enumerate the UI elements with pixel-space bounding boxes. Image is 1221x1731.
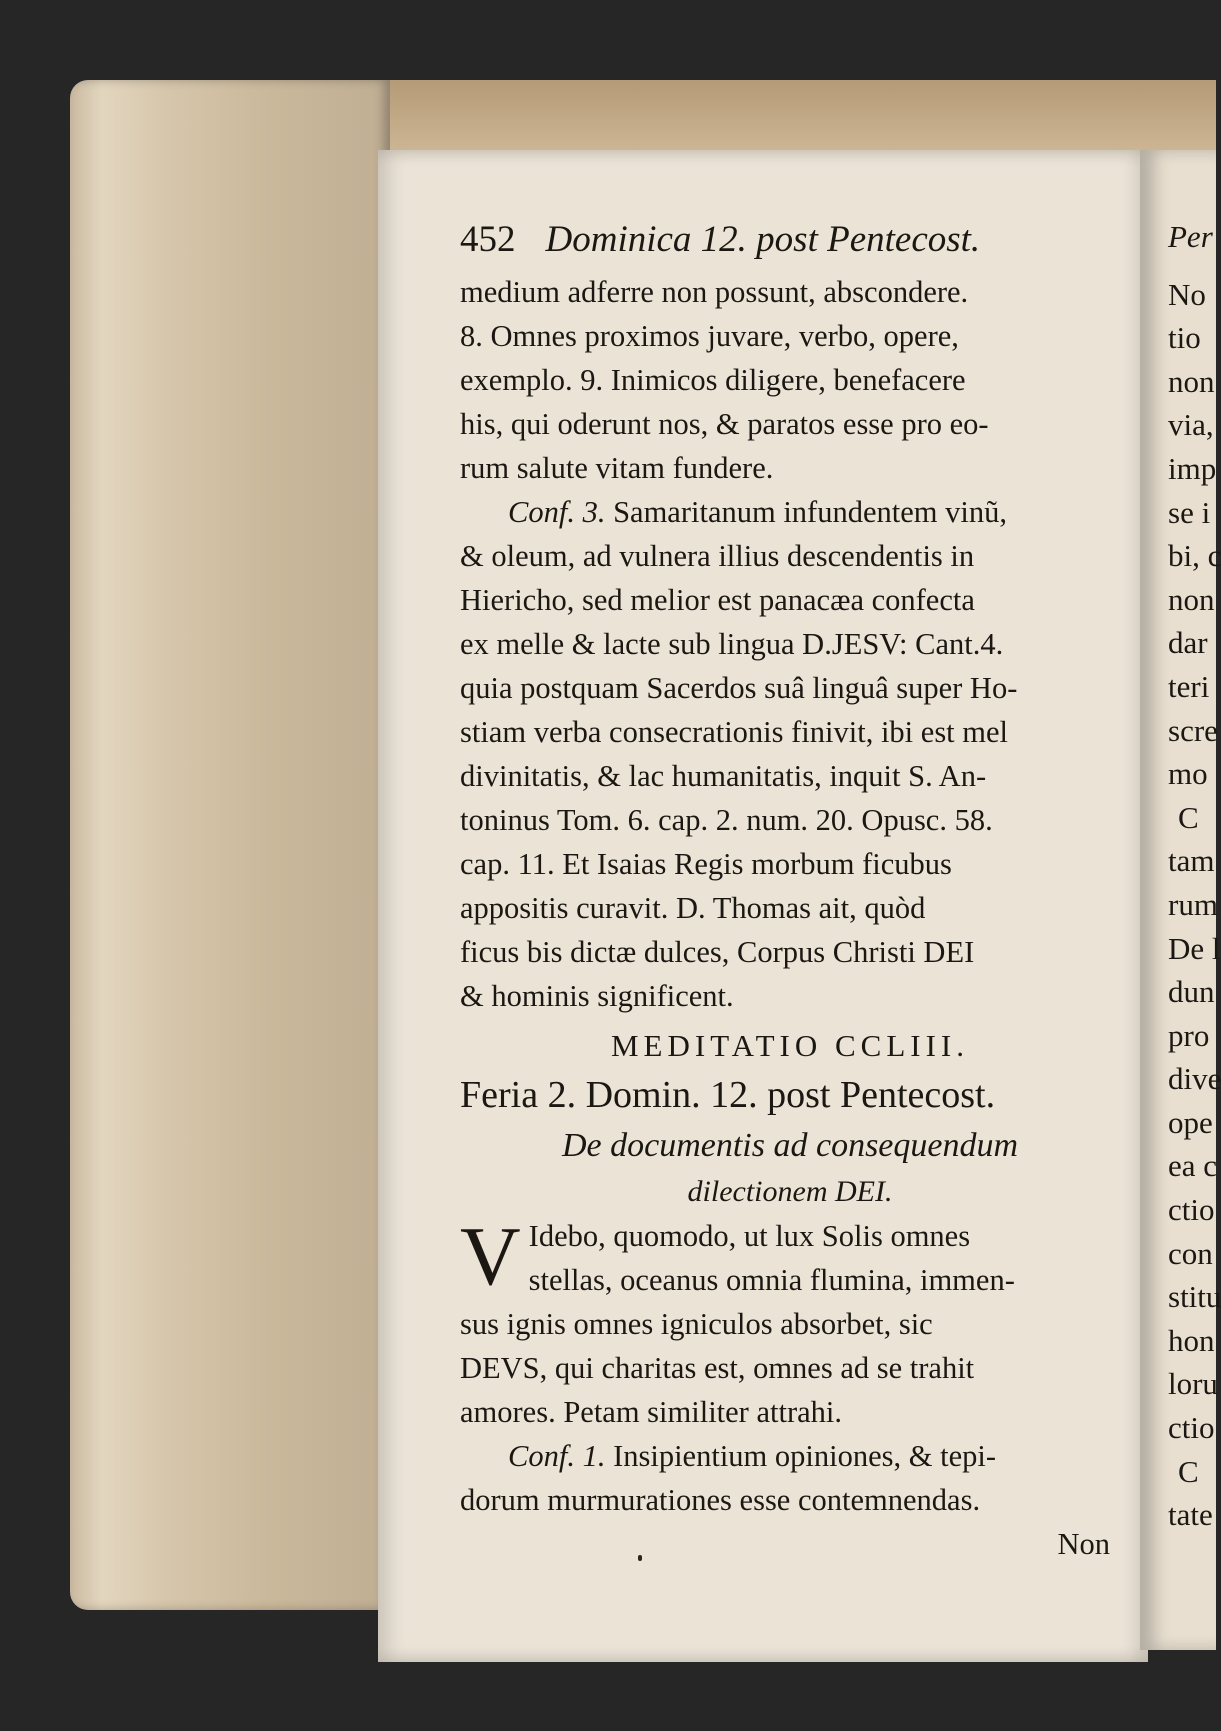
- text-fragment: ctio: [1168, 1410, 1215, 1446]
- text-fragment: ea c: [1168, 1148, 1218, 1184]
- left-page-text: [460, 210, 1120, 1566]
- text-fragment: imp: [1168, 450, 1217, 486]
- text-fragment: bi, c: [1168, 538, 1221, 574]
- right-page-text-fragments: [1168, 215, 1221, 1537]
- text-line: DEVS, qui charitas est, omnes ad se trahit: [460, 1351, 975, 1385]
- page-header: [460, 210, 1120, 270]
- text-line: divinitatis, & lac humanitatis, inquit S. An-: [460, 759, 987, 793]
- conf-label: Conf. 3.: [508, 495, 606, 529]
- text-fragment: C: [1178, 799, 1199, 835]
- running-title: Dominica 12. post Pentecost.: [545, 219, 981, 260]
- text-fragment: scre: [1168, 712, 1218, 748]
- text-line: his, qui oderunt nos, & paratos esse pro eo-: [460, 407, 989, 441]
- text-line: stiam verba consecrationis finivit, ibi est mel: [460, 715, 1009, 749]
- text-fragment: dun: [1168, 974, 1215, 1010]
- text-fragment: teri: [1168, 668, 1210, 704]
- meditatio-heading: MEDITATIO CCLIII.: [610, 1028, 970, 1063]
- conf-1-first-line: [460, 1434, 1120, 1478]
- drop-cap-paragraph: [460, 1210, 1120, 1303]
- text-fragment: dive: [1168, 1061, 1221, 1097]
- text-line: cap. 11. Et Isaias Regis morbum ficubus: [460, 847, 952, 881]
- text-fragment: mo: [1168, 756, 1208, 792]
- text-fragment: hon: [1168, 1322, 1215, 1358]
- text-fragment: dar: [1168, 625, 1208, 661]
- text-fragment: rum: [1168, 886, 1218, 922]
- text-fragment: No: [1168, 276, 1206, 312]
- text-line: & hominis significent.: [460, 979, 734, 1013]
- text-line: medium adferre non possunt, abscondere.: [460, 275, 969, 309]
- drop-cap: V: [460, 1210, 521, 1303]
- text-line: Idebo, quomodo, ut lux Solis omnes: [528, 1219, 971, 1253]
- meditation-subtitle: De documentis ad consequendum: [561, 1127, 1019, 1164]
- text-fragment: Per: [1168, 219, 1213, 254]
- conf-3-first-line: [460, 490, 1120, 534]
- meditation-subtitle-2: dilectionem DEI.: [687, 1175, 893, 1208]
- text-line: appositis curavit. D. Thomas ait, quòd: [460, 891, 926, 925]
- text-line: toninus Tom. 6. cap. 2. num. 20. Opusc. 58.: [460, 803, 993, 837]
- text-fragment: De l: [1168, 930, 1221, 966]
- text-fragment: C: [1178, 1453, 1199, 1489]
- text-line: Insipientium opiniones, & tepi-: [613, 1439, 996, 1473]
- text-line: rum salute vitam fundere.: [460, 451, 774, 485]
- text-line: & oleum, ad vulnera illius descendentis in: [460, 539, 975, 573]
- text-fragment: non: [1168, 363, 1215, 399]
- text-fragment: tate: [1168, 1497, 1213, 1533]
- text-line: amores. Petam similiter attrahi.: [460, 1395, 842, 1429]
- catchword: Non: [1057, 1527, 1110, 1561]
- text-line: ex melle & lacte sub lingua D.JESV: Cant.4.: [460, 627, 1004, 661]
- text-fragment: ope: [1168, 1104, 1213, 1140]
- text-fragment: pro: [1168, 1017, 1210, 1053]
- text-line: stellas, oceanus omnia flumina, immen-: [528, 1263, 1015, 1297]
- text-line: dorum murmurationes esse contemnendas.: [460, 1483, 981, 1517]
- text-fragment: ctio: [1168, 1192, 1215, 1228]
- text-fragment: via,: [1168, 407, 1214, 443]
- text-line: 8. Omnes proximos juvare, verbo, opere,: [460, 319, 959, 353]
- text-line: ficus bis dictæ dulces, Corpus Christi DEI: [460, 935, 975, 969]
- feria-heading: Feria 2. Domin. 12. post Pentecost.: [460, 1074, 996, 1116]
- text-fragment: non: [1168, 581, 1215, 617]
- text-fragment: con: [1168, 1235, 1213, 1271]
- text-fragment: tio: [1168, 320, 1201, 356]
- text-line: quia postquam Sacerdos suâ linguâ super Ho-: [460, 671, 1018, 705]
- page-block-edge: [70, 80, 390, 1610]
- text-fragment: se i: [1168, 494, 1211, 530]
- text-fragment: loru: [1168, 1366, 1218, 1402]
- text-line: exemplo. 9. Inimicos diligere, benefacere: [460, 363, 966, 397]
- ink-speck: [638, 1555, 642, 1561]
- page-number: 452: [460, 219, 516, 260]
- conf-label: Conf. 1.: [508, 1439, 606, 1473]
- text-line: Samaritanum infundentem vinũ,: [613, 495, 1007, 529]
- text-fragment: tam: [1168, 843, 1215, 879]
- text-line: Hiericho, sed melior est panacæa confecta: [460, 583, 975, 617]
- text-line: sus ignis omnes igniculos absorbet, sic: [460, 1307, 933, 1341]
- text-fragment: stitu: [1168, 1279, 1221, 1315]
